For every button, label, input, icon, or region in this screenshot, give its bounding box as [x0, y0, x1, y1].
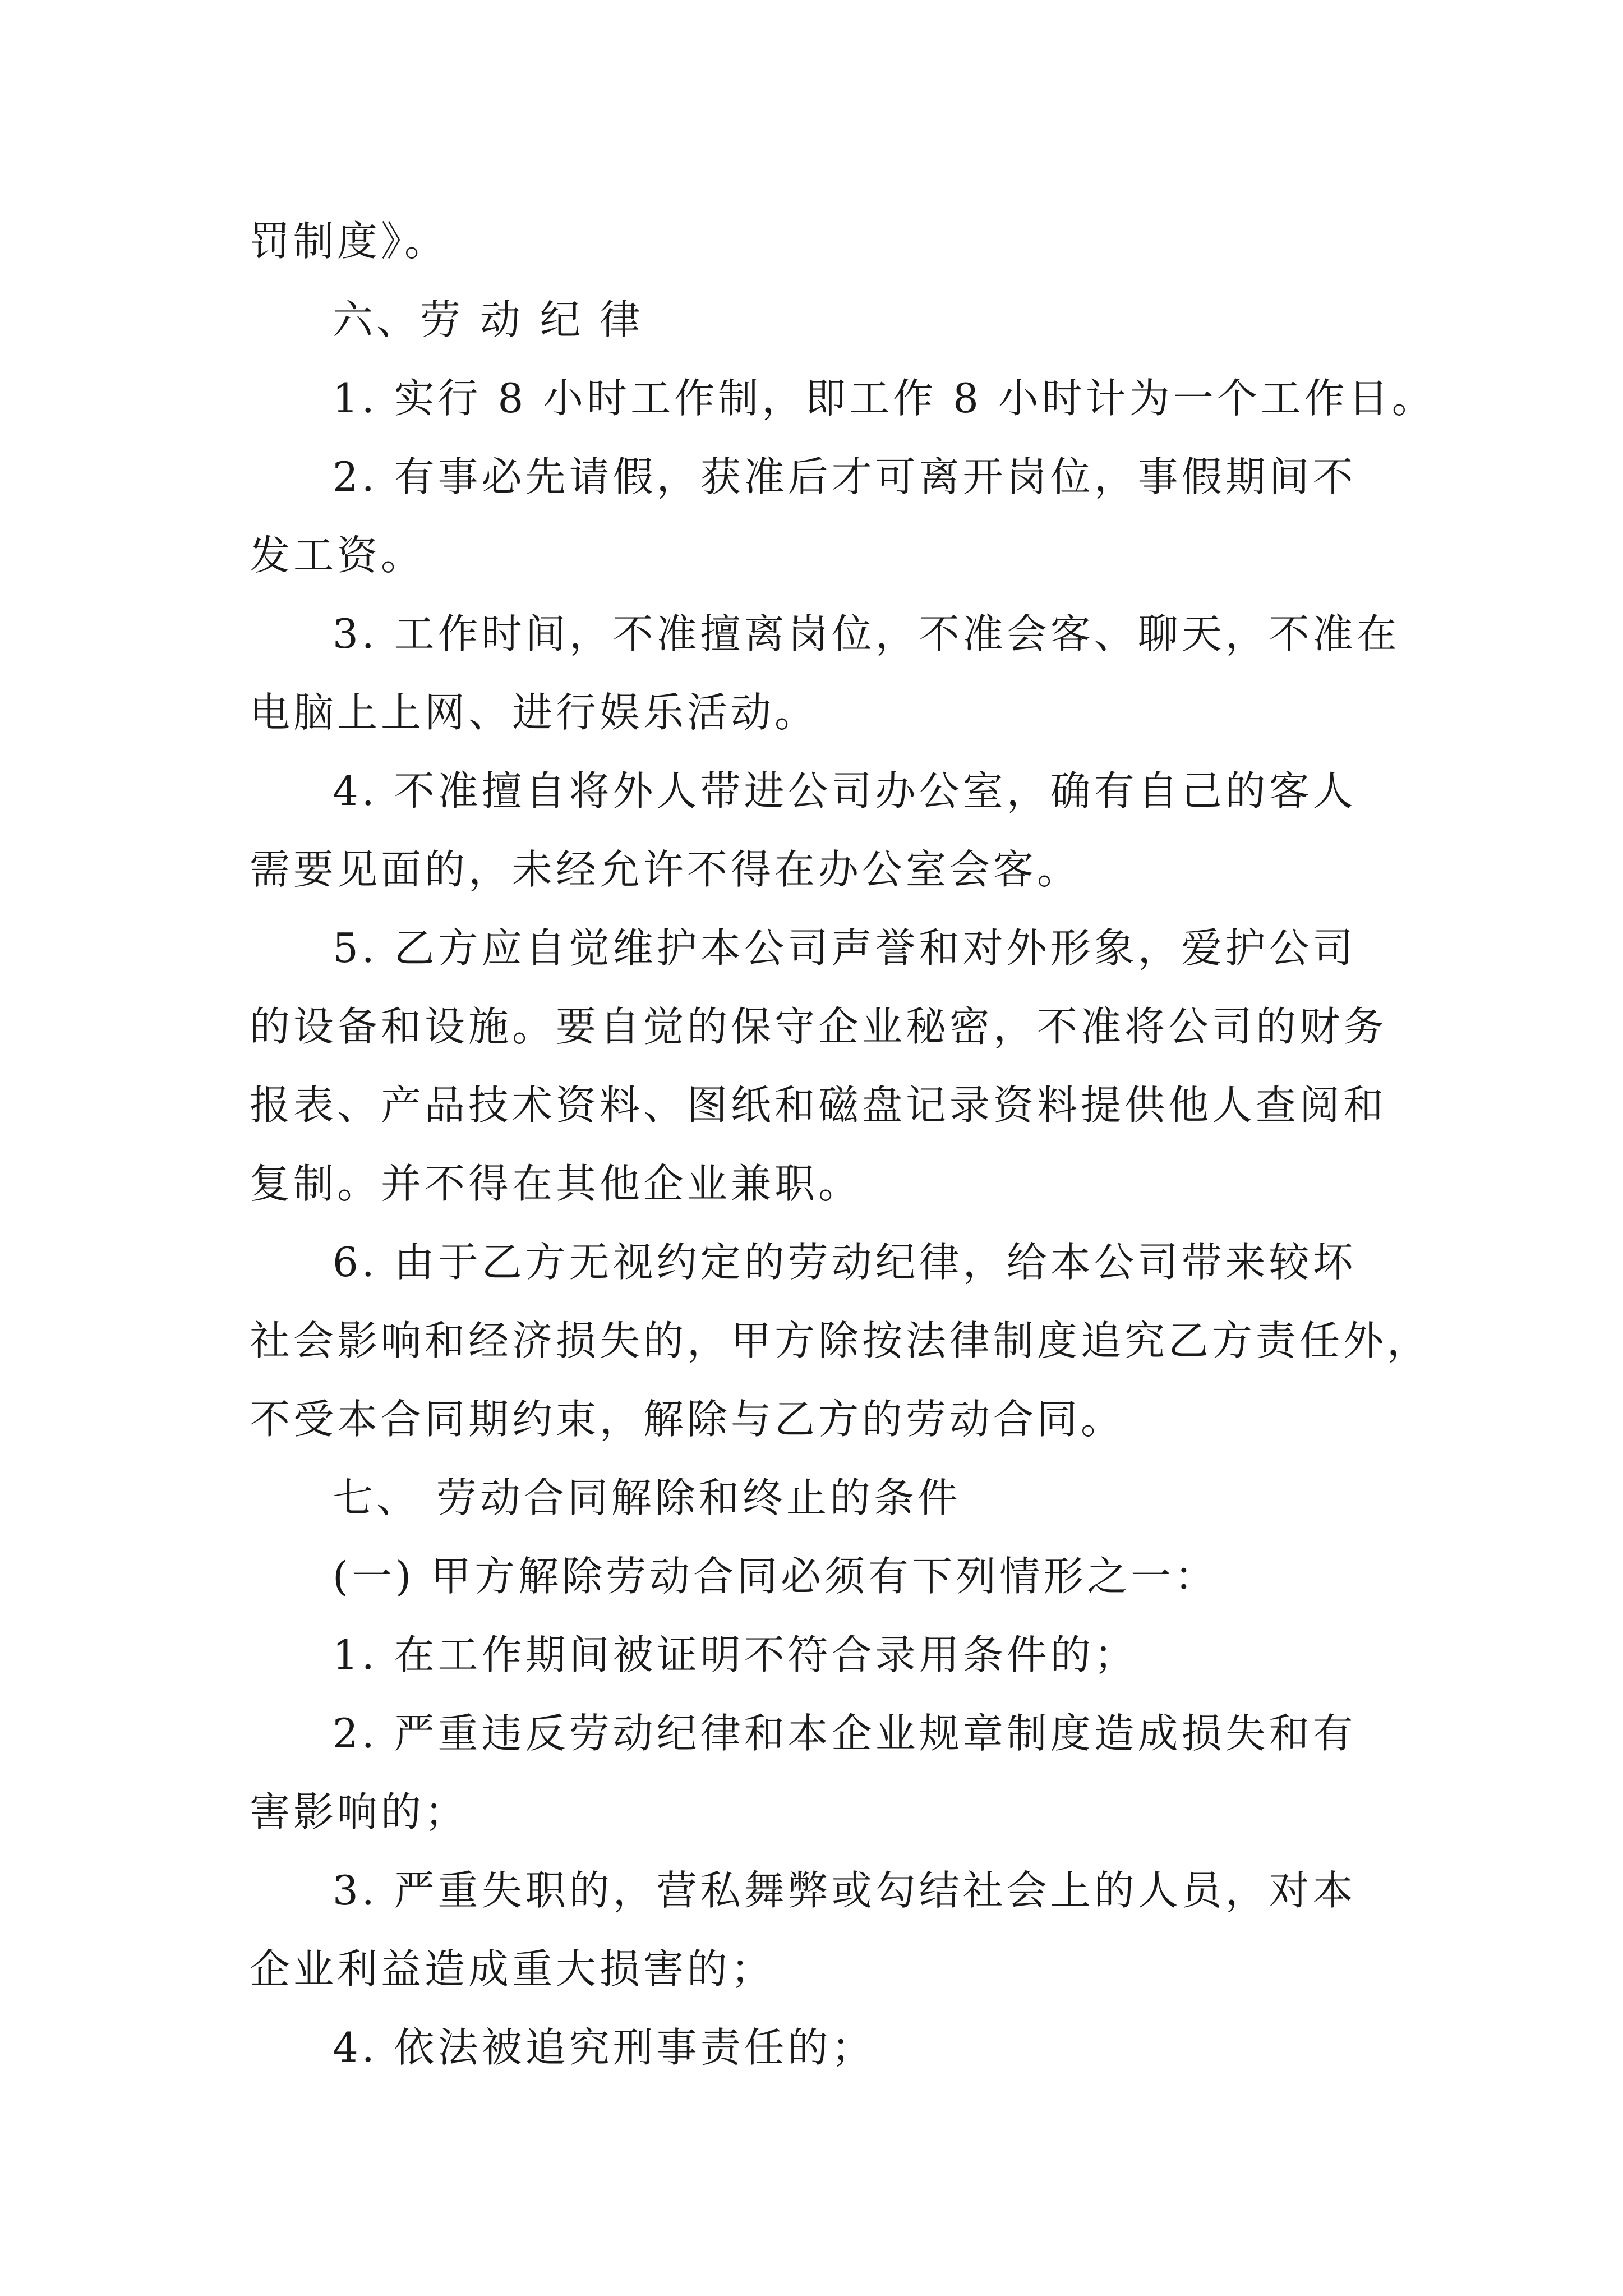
text-line: 企业利益造成重大损害的； [250, 1945, 775, 1993]
text-line: 5. 乙方应自觉维护本公司声誉和对外形象，爱护公司 [333, 924, 1357, 972]
text-line: 4. 依法被追究刑事责任的； [333, 2024, 875, 2071]
text-line: 1. 在工作期间被证明不符合录用条件的； [333, 1631, 1138, 1678]
section-heading-termination: 七、 劳动合同解除和终止的条件 [333, 1474, 961, 1521]
text-line: 罚制度》。 [250, 218, 449, 265]
text-line: 1. 实行 8 小时工作制，即工作 8 小时计为一个工作日。 [333, 375, 1436, 422]
text-line: 的设备和设施。要自觉的保守企业秘密，不准将公司的财务 [250, 1003, 1387, 1050]
text-line: 3. 严重失职的，营私舞弊或勾结社会上的人员，对本 [333, 1867, 1357, 1914]
text-line: 4. 不准擅自将外人带进公司办公室，确有自己的客人 [333, 767, 1357, 815]
text-line: 6. 由于乙方无视约定的劳动纪律，给本公司带来较坏 [333, 1239, 1357, 1286]
text-line: 复制。并不得在其他企业兼职。 [250, 1160, 863, 1207]
text-line: 需要见面的，未经允许不得在办公室会客。 [250, 846, 1081, 893]
section-heading-labor-discipline: 六、劳 动 纪 律 [333, 296, 644, 343]
text-line: 害影响的； [250, 1788, 469, 1835]
text-line: 2. 严重违反劳动纪律和本企业规章制度造成损失和有 [333, 1710, 1357, 1757]
text-line: 不受本合同期约束，解除与乙方的劳动合同。 [250, 1396, 1125, 1443]
text-line: 3. 工作时间，不准擅离岗位，不准会客、聊天，不准在 [333, 610, 1400, 657]
text-line: 发工资。 [250, 532, 425, 579]
subsection-heading: (一) 甲方解除劳动合同必须有下列情形之一： [333, 1553, 1219, 1600]
text-line: 社会影响和经济损失的，甲方除按法律制度追究乙方责任外， [250, 1317, 1431, 1364]
text-line: 2. 有事必先请假，获准后才可离开岗位，事假期间不 [333, 453, 1357, 500]
text-line: 电脑上上网、进行娱乐活动。 [250, 689, 819, 736]
document-body [250, 202, 1436, 2087]
text-line: 报表、产品技术资料、图纸和磁盘记录资料提供他人查阅和 [250, 1082, 1387, 1129]
